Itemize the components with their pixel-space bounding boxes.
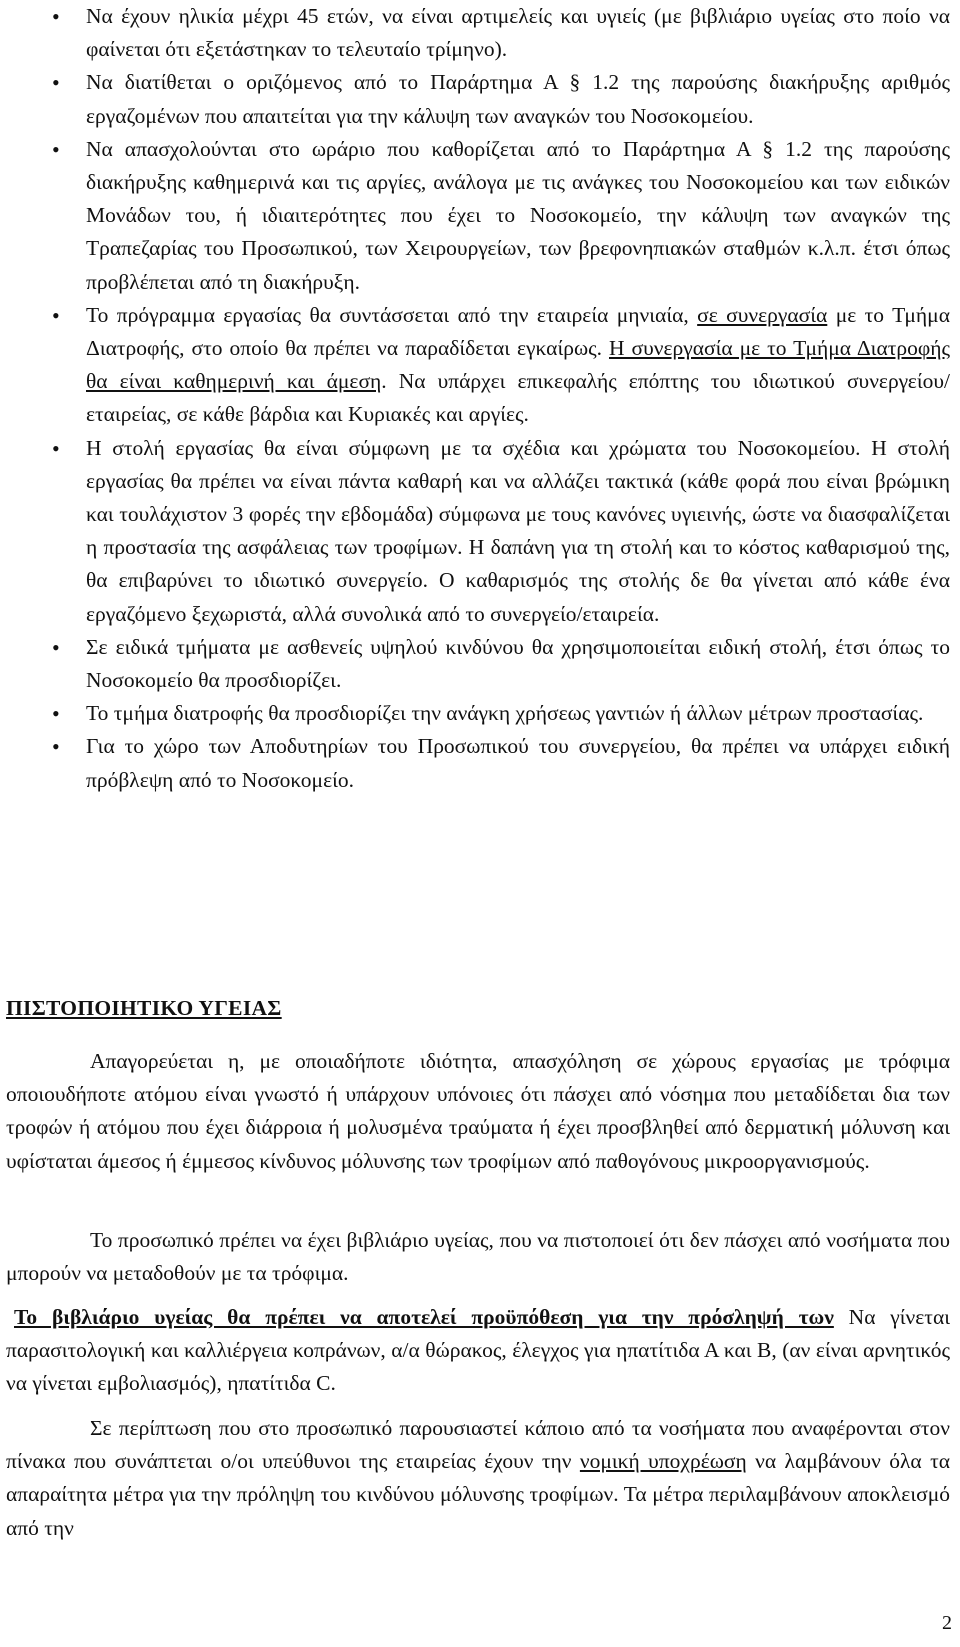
text-run: Να γίνεται παρασιτολογική και καλλιέργεια κοπράνων, α/α θώρακος, έλεγχος για ηπατίτιδα Α και Β, (αν είναι αρνητικός να γίνεται εμβολιασμός), ηπατίτιδα C. <box>6 1305 950 1396</box>
text-run: . Να υπάρχει επικεφαλής επόπτης του ιδιωτικού συνεργείου/εταιρείας, σε κάθε βάρδια και Κυριακές και αργίες. <box>86 369 950 427</box>
underlined-text: Η συνεργασία με το Τμήμα Διατροφής θα είναι καθημερινή και άμεση <box>86 336 950 394</box>
requirements-list <box>52 0 950 797</box>
list-item <box>52 299 950 432</box>
underlined-text: νομική υποχρέωση <box>579 1449 747 1474</box>
paragraph-requirements <box>6 1301 950 1401</box>
text-run: Το πρόγραμμα εργασίας θα συντάσσεται από την εταιρεία μηνιαία, <box>86 302 698 327</box>
section-title: ΠΙΣΤΟΠΟΙΗΤΙΚΟ ΥΓΕΙΑΣ <box>6 996 282 1020</box>
list-item: • Να διατίθεται ο οριζόμενος από το Παράρτημα Α § 1.2 της παρούσης διακήρυξης αριθμός εργαζομένων που απαιτείται για την κάλυψη των αναγκών του Νοσοκομείου. <box>52 66 950 132</box>
list-item: • Σε ειδικά τμήματα με ασθενείς υψηλού κινδύνου θα χρησιμοποιείται ειδική στολή, έτσι όπως το Νοσοκομείο θα προσδιορίζει. <box>52 631 950 697</box>
page-number: 2 <box>942 1612 952 1634</box>
list-item: • Να έχουν ηλικία μέχρι 45 ετών, να είναι αρτιμελείς και υγιείς (με βιβλιάριο υγείας στο ποίο να φαίνεται ότι εξετάστηκαν το τελευταίο τρίμηνο). <box>52 0 950 66</box>
list-item: • Η στολή εργασίας θα είναι σύμφωνη με τα σχέδια και χρώματα του Νοσοκομείου. Η στολή εργασίας θα πρέπει να είναι πάντα καθαρή και να αλλάζει τακτικά (κάθε φορά που είναι βρώμικη και τουλάχιστον 3 φορές την εβδομάδα) σύμφωνα με τους κανόνες υγιεινής, ώστε να διασφαλίζεται η προστασία της ασφάλειας των τροφίμων. Η δαπάνη για τη στολή και το κόστος καθαρισμού της, θα επιβαρύνει το ιδιωτικό συνεργείο. Ο καθαρισμός της στολής δε θα γίνεται από κάθε ένα εργαζόμενο ξεχωριστά, αλλά συνολικά από το συνεργείο/εταιρεία. <box>52 432 950 631</box>
paragraph-legal-obligation <box>6 1412 950 1545</box>
list-item: • Να απασχολούνται στο ωράριο που καθορίζεται από το Παράρτημα Α § 1.2 της παρούσης διακήρυξης καθημερινά και τις αργίες, ανάλογα με τις ανάγκες του Νοσοκομείου και των ειδικών Μονάδων του, ή ιδιαιτερότητες που έχει το Νοσοκομείο, την κάλυψη των αναγκών της Τραπεζαρίας του Προσωπικού, των Χειρουργείων, των βρεφονηπιακών σταθμών κ.λ.π. έτσι όπως προβλέπεται από τη διακήρυξη. <box>52 133 950 299</box>
paragraph-prohibition: Απαγορεύεται η, με οποιαδήποτε ιδιότητα, απασχόληση σε χώρους εργασίας με τρόφιμα οποιουδήποτε ατόμου είναι γνωστό ή υπάρχουν υπόνοιες ότι πάσχει από νόσημα που μεταδίδεται δια των τροφών ή ατόμου που έχει διάρροια ή μολυσμένα τραύματα ή έχει προσβληθεί από δερματική μόλυνση και υφίσταται άμεσος ή έμμεσος κίνδυνος μόλυνσης των τροφίμων από παθογόνους μικροοργανισμούς. <box>6 1049 950 1173</box>
text-run: Σε περίπτωση που στο προσωπικό παρουσιαστεί κάποιο από τα νοσήματα που αναφέρονται στον πίνακα που συνάπτεται ο/οι υπεύθυνοι της εταιρείας έχουν την <box>6 1416 950 1474</box>
underlined-text: σε συνεργασία <box>697 302 828 327</box>
list-item: • Για το χώρο των Αποδυτηρίων του Προσωπικού του συνεργείου, θα πρέπει να υπάρχει ειδική πρόβλεψη από το Νοσοκομείο. <box>52 730 950 796</box>
bold-underlined-heading: Το βιβλιάριο υγείας θα πρέπει να αποτελεί προϋπόθεση για την πρόσληψή των <box>14 1305 834 1329</box>
text-run: με το Τμήμα Διατροφής, στο οποίο θα πρέπει να παραδίδεται εγκαίρως. <box>86 302 950 361</box>
list-item: • Το τμήμα διατροφής θα προσδιορίζει την ανάγκη χρήσεως γαντιών ή άλλων μέτρων προστασίας. <box>52 697 950 730</box>
text-run: να λαμβάνουν όλα τα απαραίτητα μέτρα για την πρόληψη του κινδύνου μόλυνσης τροφίμων. Τα μέτρα περιλαμβάνουν αποκλεισμό από την <box>6 1449 950 1540</box>
paragraph-health-booklet: Το προσωπικό πρέπει να έχει βιβλιάριο υγείας, που να πιστοποιεί ότι δεν πάσχει από νοσήματα που μπορούν να μεταδοθούν με τα τρόφιμα. <box>6 1228 950 1286</box>
